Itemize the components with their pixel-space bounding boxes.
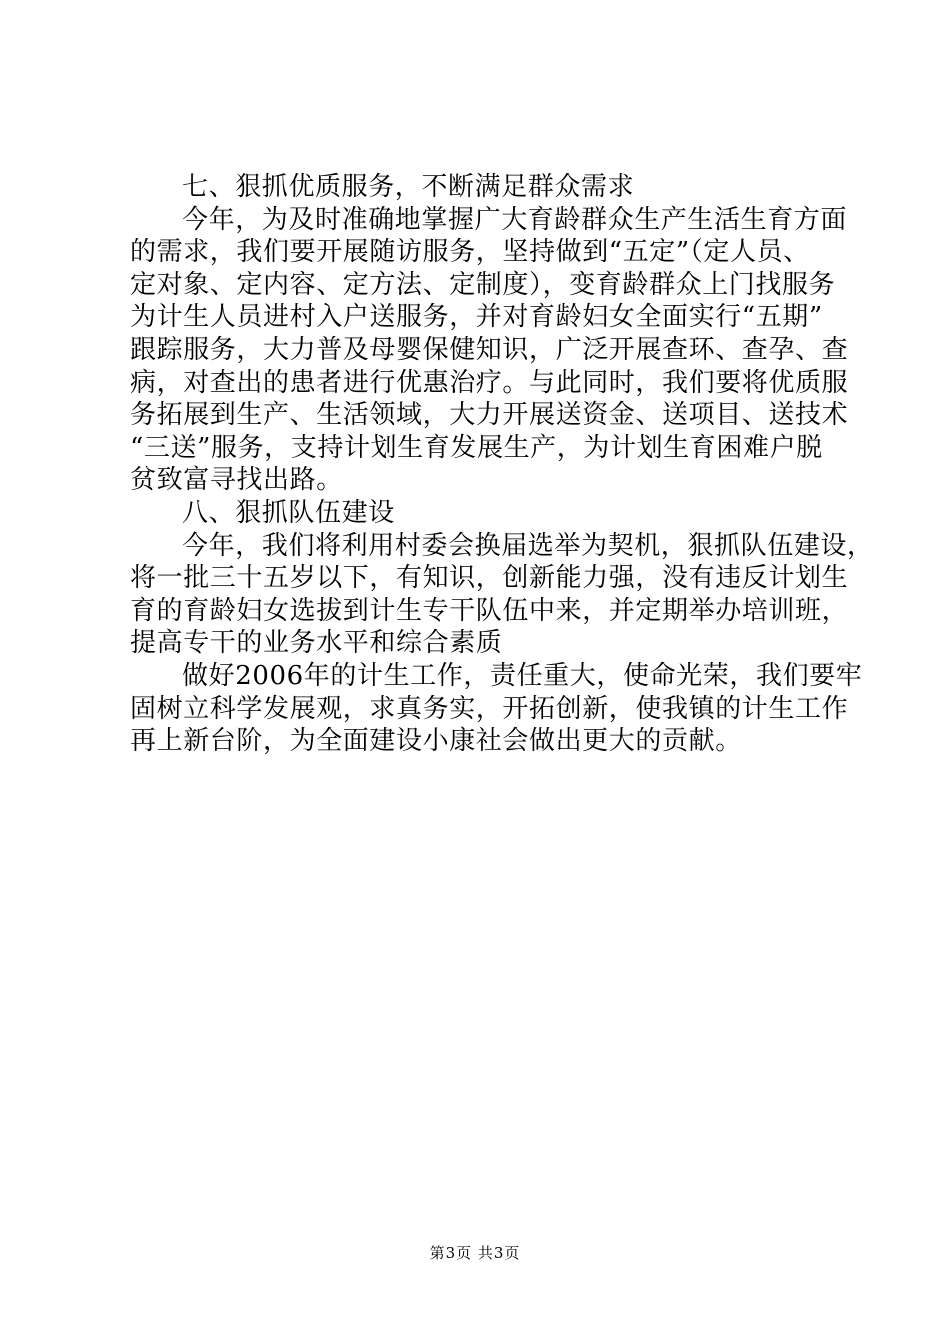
paragraph-line: 跟踪服务，大力普及母婴保健知识，广泛开展查环、查孕、查 xyxy=(130,334,849,365)
paragraph-line: 将一批三十五岁以下，有知识，创新能力强，没有违反计划生 xyxy=(130,563,849,594)
paragraph-line: “三送”服务，支持计划生育发展生产，为计划生育困难户脱 xyxy=(130,432,823,463)
paragraph-line: 固树立科学发展观，求真务实，开拓创新，使我镇的计生工作 xyxy=(130,693,849,724)
paragraph-line: 提高专干的业务水平和综合素质 xyxy=(130,628,503,659)
paragraph-line: 今年，为及时准确地掌握广大育龄群众生产生活生育方面 xyxy=(182,204,848,235)
page-number-footer: 第3页 共3页 xyxy=(429,1244,521,1262)
paragraph-line: 病，对查出的患者进行优惠治疗。与此同时，我们要将优质服 xyxy=(130,367,849,398)
section-heading: 八、狠抓队伍建设 xyxy=(182,497,395,528)
paragraph-line: 定对象、定内容、定方法、定制度），变育龄群众上门找服务 xyxy=(130,269,836,300)
document-body xyxy=(130,171,874,758)
paragraph-line: 贫致富寻找出路。 xyxy=(130,465,343,496)
paragraph-line: 做好2006年的计生工作，责任重大，使命光荣，我们要牢 xyxy=(182,660,863,691)
paragraph-line: 务拓展到生产、生活领域，大力开展送资金、送项目、送技术 xyxy=(130,400,849,431)
paragraph-line: 的需求，我们要开展随访服务，坚持做到“五定”（定人员、 xyxy=(130,237,810,268)
section-heading: 七、狠抓优质服务，不断满足群众需求 xyxy=(182,172,635,202)
paragraph-line: 今年，我们将利用村委会换届选举为契机，狠抓队伍建设， xyxy=(182,530,874,561)
paragraph-line: 育的育龄妇女选拔到计生专干队伍中来，并定期举办培训班， xyxy=(130,595,849,626)
paragraph-line: 为计生人员进村入户送服务，并对育龄妇女全面实行“五期” xyxy=(130,302,823,333)
paragraph-line: 再上新台阶，为全面建设小康社会做出更大的贡献。 xyxy=(130,726,742,757)
